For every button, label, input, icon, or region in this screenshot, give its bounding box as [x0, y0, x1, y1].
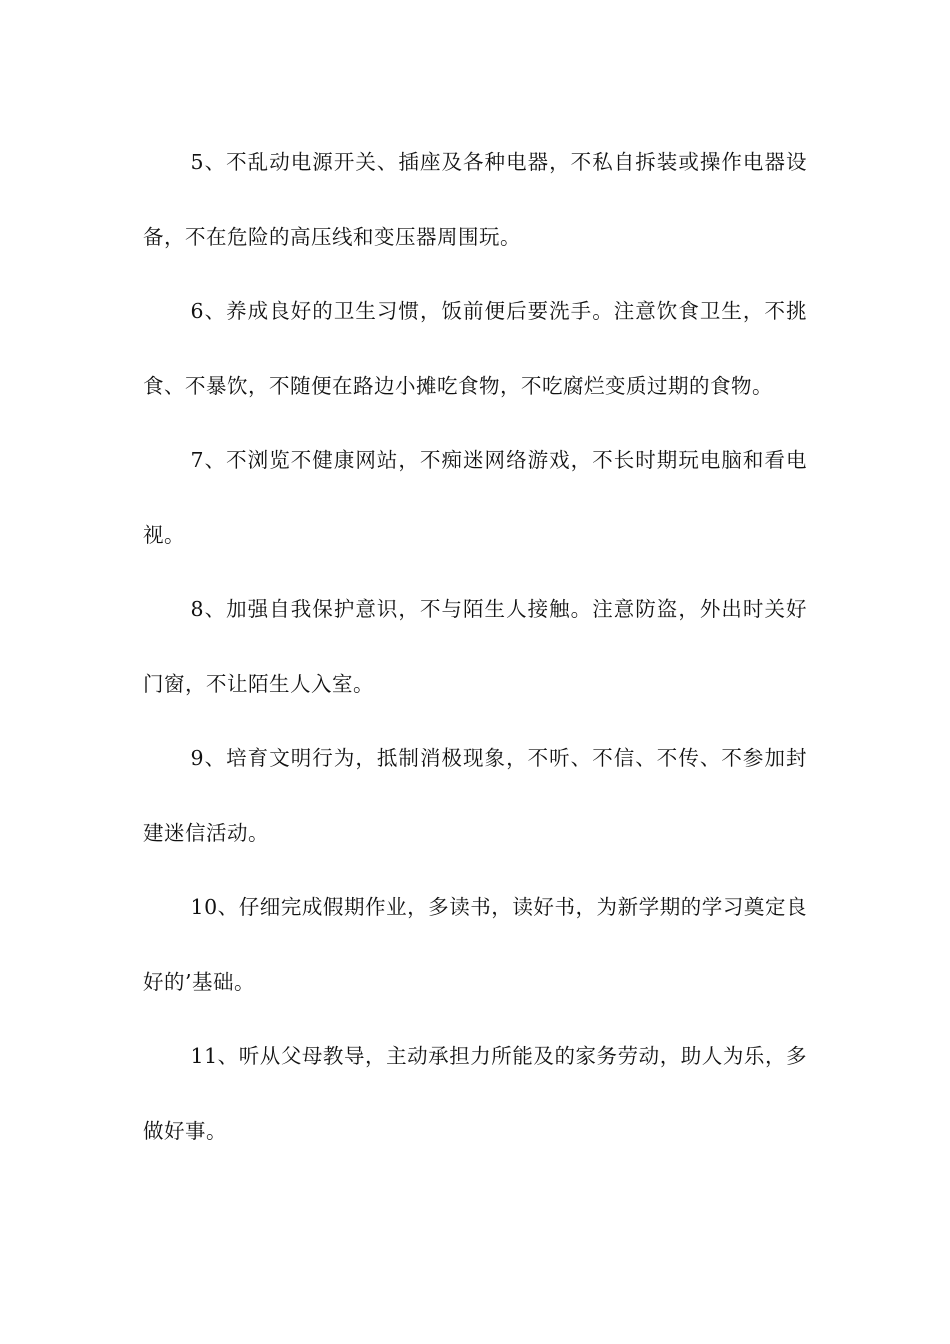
paragraph-item-11: 11、听从父母教导，主动承担力所能及的家务劳动，助人为乐，多做好事。 [143, 1044, 807, 1143]
paragraph-item-10: 10、仔细完成假期作业，多读书，读好书，为新学期的学习奠定良好的’基础。 [143, 895, 807, 994]
document-body [143, 125, 807, 1168]
paragraph-item-8: 8、加强自我保护意识，不与陌生人接触。注意防盗，外出时关好门窗，不让陌生人入室。 [143, 597, 807, 696]
paragraph-item-5: 5、不乱动电源开关、插座及各种电器，不私自拆装或操作电器设备，不在危险的高压线和变压器周围玩。 [143, 150, 807, 249]
paragraph-item-7: 7、不浏览不健康网站，不痴迷网络游戏，不长时期玩电脑和看电视。 [143, 448, 807, 547]
paragraph-item-9: 9、培育文明行为，抵制消极现象，不听、不信、不传、不参加封建迷信活动。 [143, 746, 807, 845]
paragraph-item-6: 6、养成良好的卫生习惯，饭前便后要洗手。注意饮食卫生，不挑食、不暴饮，不随便在路边小摊吃食物，不吃腐烂变质过期的食物。 [143, 299, 807, 398]
